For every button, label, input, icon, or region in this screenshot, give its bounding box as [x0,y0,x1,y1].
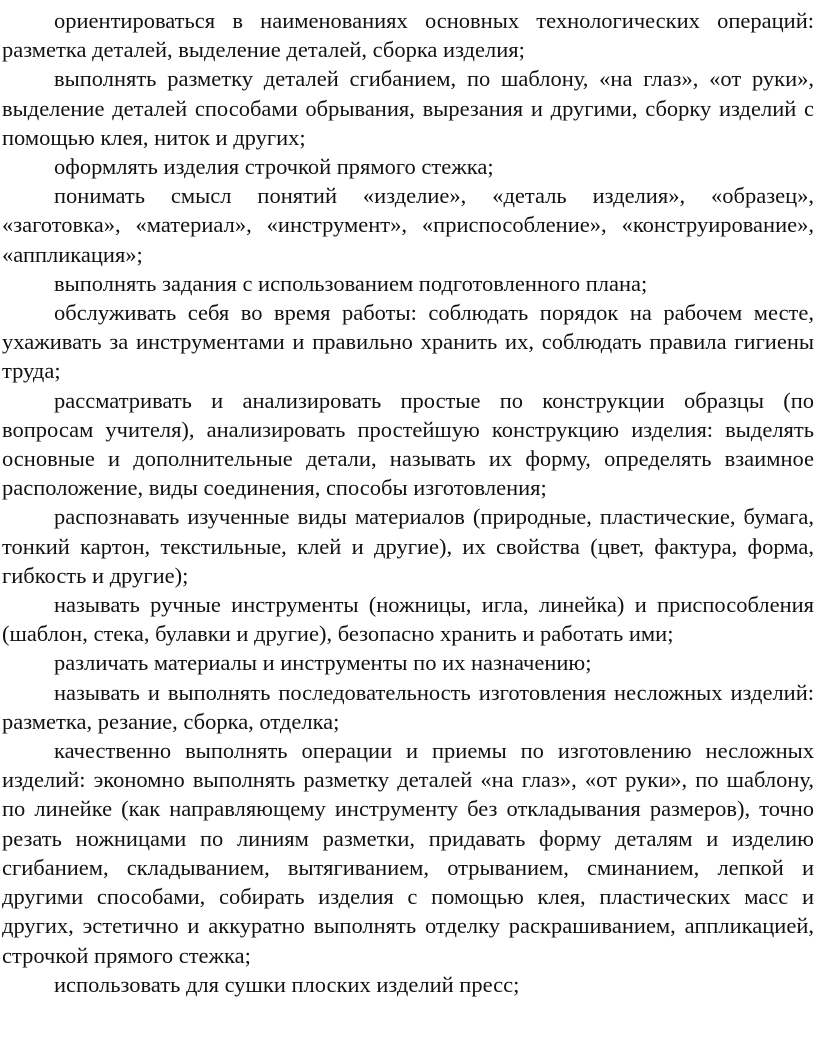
paragraph-3: оформлять изделия строчкой прямого стежка; [54,154,494,180]
paragraph-10: различать материалы и инструменты по их назначению; [54,650,592,676]
paragraph-5: выполнять задания с использованием подготовленного плана; [54,270,648,296]
paragraph-1: ориентироваться в наименованиях основных технологических операций: разметка деталей, выделение деталей, сборка изделия; [2,8,814,63]
paragraph-6: обслуживать себя во время работы: соблюдать порядок на рабочем месте, ухаживать за инструментами и правильно хранить их, соблюдать правила гигиены труда; [2,300,814,384]
paragraph-11: называть и выполнять последовательность изготовления несложных изделий: разметка, резание, сборка, отделка; [2,679,814,734]
paragraph-12: качественно выполнять операции и приемы по изготовлению несложных изделий: экономно выполнять разметку деталей «на глаз», «от руки», по шаблону, по линейке (как направляющему инструменту без откладывания размеров), точно резать ножницами по линиям разметки, придавать форму деталям и изделию сгибанием, складыванием, вытягиванием, отрыванием, сминанием, лепкой и другими способами, собирать изделия с помощью клея, пластических масс и других, эстетично и аккуратно выполнять отделку раскрашиванием, аппликацией, строчкой прямого стежка; [2,738,814,968]
paragraph-7: рассматривать и анализировать простые по конструкции образцы (по вопросам учителя), анализировать простейшую конструкцию изделия: выделять основные и дополнительные детали, называть их форму, определять взаимное расположение, виды соединения, способы изготовления; [2,387,814,501]
paragraph-13: использовать для сушки плоских изделий пресс; [54,971,520,997]
paragraph-9: называть ручные инструменты (ножницы, игла, линейка) и приспособления (шаблон, стека, булавки и другие), безопасно хранить и работать ими; [2,592,814,647]
paragraph-8: распознавать изученные виды материалов (природные, пластические, бумага, тонкий картон, текстильные, клей и другие), их свойства (цвет, фактура, форма, гибкость и другие); [2,504,814,588]
paragraph-4: понимать смысл понятий «изделие», «деталь изделия», «образец», «заготовка», «материал», «инструмент», «приспособление», «конструирование», «аппликация»; [2,183,814,267]
paragraph-2: выполнять разметку деталей сгибанием, по шаблону, «на глаз», «от руки», выделение деталей способами обрывания, вырезания и другими, сборку изделий с помощью клея, ниток и других; [2,66,814,150]
